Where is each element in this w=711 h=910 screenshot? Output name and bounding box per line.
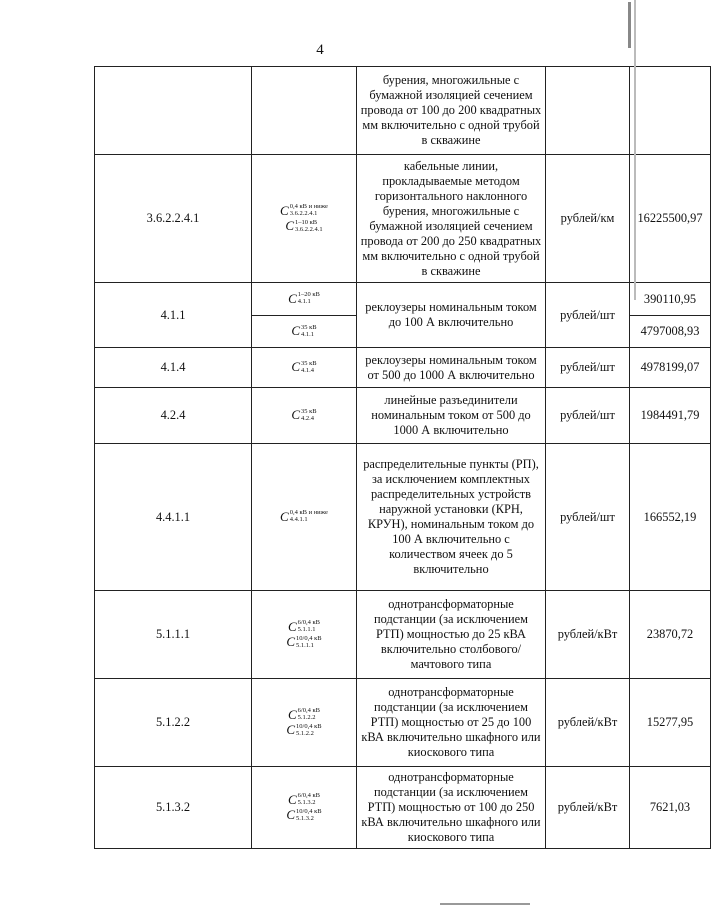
symbol-code: 4.1.1	[301, 330, 315, 338]
item-code: 4.1.4	[95, 348, 252, 388]
cost-symbol-cell	[252, 348, 357, 388]
cost-symbol-cell	[252, 67, 357, 155]
cost-symbol-cell	[252, 679, 357, 767]
table-row	[95, 283, 711, 316]
rate-value: 1984491,79	[630, 388, 711, 444]
cost-symbol	[288, 707, 320, 721]
item-description: кабельные линии, прокладываемые методом горизонтального наклонного бурения, многожильные с бумажной изоляцией сечением провода от 200 до 250 квадратных мм включительно с одной трубой в скважине	[357, 155, 546, 283]
voltage-class: 6/0,4 кВ	[297, 619, 320, 626]
cost-symbol-cell	[252, 283, 357, 316]
item-description: реклоузеры номинальным током от 500 до 1000 А включительно	[357, 348, 546, 388]
cost-symbol	[285, 219, 322, 233]
table-row	[95, 444, 711, 591]
rate-value: 15277,95	[630, 679, 711, 767]
cost-symbol-letter: C	[286, 722, 296, 737]
tariff-table	[94, 66, 711, 849]
table-row	[95, 679, 711, 767]
cost-symbol-letter: C	[288, 791, 297, 807]
rate-value: 166552,19	[630, 444, 711, 591]
voltage-class: 6/0,4 кВ	[297, 792, 320, 799]
item-code	[95, 67, 252, 155]
rate-value: 4797008,93	[630, 316, 711, 348]
cost-symbol	[291, 360, 316, 374]
symbol-code: 5.1.1.1	[297, 626, 316, 633]
table-row	[95, 67, 711, 155]
rate-value: 23870,72	[630, 591, 711, 679]
scan-artifact-edge	[634, 0, 636, 300]
voltage-class: 35 кВ	[301, 407, 317, 415]
cost-symbol-cell	[252, 767, 357, 849]
cost-symbol-indices	[298, 792, 320, 806]
unit-of-measure: рублей/кВт	[546, 591, 630, 679]
tariff-table-body	[95, 67, 711, 849]
symbol-code: 5.1.2.2	[297, 714, 316, 721]
voltage-class: 0,4 кВ и ниже	[289, 509, 328, 517]
cost-symbol	[291, 408, 316, 422]
unit-of-measure: рублей/шт	[546, 283, 630, 348]
item-description: линейные разъединители номинальным током от 500 до 1000 А включительно	[357, 388, 546, 444]
cost-symbol-indices	[296, 635, 322, 649]
cost-symbol-cell	[252, 591, 357, 679]
cost-symbol-letter: C	[288, 618, 297, 634]
cost-symbol-letter: C	[285, 218, 295, 233]
cost-symbol-letter: C	[286, 807, 296, 822]
item-code: 4.4.1.1	[95, 444, 252, 591]
cost-symbol	[286, 635, 321, 649]
table-row	[95, 348, 711, 388]
item-description: однотрансформаторные подстанции (за исключением РТП) мощностью до 25 кВА включительно столбового/мачтового типа	[357, 591, 546, 679]
cost-symbol-indices	[290, 203, 328, 217]
cost-symbol-indices	[298, 619, 320, 633]
table-row	[95, 155, 711, 283]
item-description: распределительные пункты (РП), за исключением комплектных распределительных устройств наружной установки (КРН, КРУН), номинальным током до 100 А включительно с количеством ячеек до 5 включительно	[357, 444, 546, 591]
voltage-class: 1–20 кВ	[297, 291, 320, 299]
cost-symbol-indices	[298, 291, 320, 305]
item-code: 5.1.3.2	[95, 767, 252, 849]
item-description: однотрансформаторные подстанции (за исключением РТП) мощностью от 25 до 100 кВА включительно шкафного или киоскового типа	[357, 679, 546, 767]
unit-of-measure: рублей/шт	[546, 348, 630, 388]
page-number: 4	[316, 42, 324, 58]
symbol-code: 4.1.4	[301, 366, 315, 374]
scan-artifact-bottom	[440, 903, 530, 905]
voltage-class: 1–10 кВ	[295, 218, 318, 226]
cost-symbol-letter: C	[288, 706, 297, 722]
unit-of-measure	[546, 67, 630, 155]
cost-symbol-letter: C	[286, 634, 296, 649]
cost-symbol-indices	[296, 723, 322, 737]
table-row	[95, 767, 711, 849]
cost-symbol-indices	[301, 408, 317, 422]
rate-value: 7621,03	[630, 767, 711, 849]
cost-symbol-indices	[301, 324, 317, 338]
symbol-code: 5.1.3.2	[296, 814, 314, 822]
cost-symbol-cell	[252, 155, 357, 283]
voltage-class: 0,4 кВ и ниже	[289, 203, 328, 210]
cost-symbol-letter: C	[280, 202, 289, 218]
scan-artifact-top	[628, 2, 631, 48]
rate-value: 16225500,97	[630, 155, 711, 283]
symbol-code: 5.1.1.1	[296, 641, 314, 649]
cost-symbol-cell	[252, 444, 357, 591]
symbol-code: 3.6.2.2.4.1	[289, 210, 318, 217]
cost-symbol	[286, 808, 321, 822]
item-description: однотрансформаторные подстанции (за исключением РТП) мощностью от 100 до 250 кВА включительно шкафного или киоскового типа	[357, 767, 546, 849]
item-description: бурения, многожильные с бумажной изоляцией сечением провода от 100 до 200 квадратных мм включительно с одной трубой в скважине	[357, 67, 546, 155]
voltage-class: 10/0,4 кВ	[296, 634, 322, 642]
unit-of-measure: рублей/шт	[546, 388, 630, 444]
cost-symbol-letter: C	[291, 407, 301, 423]
voltage-class: 6/0,4 кВ	[297, 707, 320, 714]
cost-symbol	[288, 291, 320, 305]
symbol-code: 3.6.2.2.4.1	[295, 225, 323, 233]
rate-value: 4978199,07	[630, 348, 711, 388]
symbol-code: 4.1.1	[297, 298, 311, 306]
cost-symbol-indices	[296, 808, 322, 822]
cost-symbol	[280, 509, 328, 523]
voltage-class: 10/0,4 кВ	[296, 807, 322, 815]
item-code: 4.2.4	[95, 388, 252, 444]
rate-value	[630, 67, 711, 155]
voltage-class: 35 кВ	[301, 323, 317, 331]
cost-symbol-indices	[290, 509, 328, 523]
table-row	[95, 388, 711, 444]
symbol-code: 5.1.3.2	[297, 799, 316, 806]
unit-of-measure: рублей/кВт	[546, 767, 630, 849]
cost-symbol-letter: C	[280, 508, 289, 524]
cost-symbol	[288, 792, 320, 806]
symbol-code: 4.4.1.1	[289, 516, 308, 524]
item-code: 5.1.1.1	[95, 591, 252, 679]
item-code: 5.1.2.2	[95, 679, 252, 767]
unit-of-measure: рублей/км	[546, 155, 630, 283]
cost-symbol-indices	[295, 219, 323, 233]
cost-symbol-letter: C	[291, 323, 301, 339]
symbol-code: 4.2.4	[301, 414, 315, 422]
cost-symbol-cell	[252, 388, 357, 444]
table-row	[95, 591, 711, 679]
voltage-class: 35 кВ	[301, 359, 317, 367]
item-code: 4.1.1	[95, 283, 252, 348]
cost-symbol-letter: C	[288, 290, 297, 306]
cost-symbol	[286, 723, 321, 737]
cost-symbol-indices	[301, 360, 317, 374]
cost-symbol	[280, 203, 328, 217]
symbol-code: 5.1.2.2	[296, 729, 314, 737]
rate-value: 390110,95	[630, 283, 711, 316]
item-code: 3.6.2.2.4.1	[95, 155, 252, 283]
cost-symbol-cell	[252, 316, 357, 348]
voltage-class: 10/0,4 кВ	[296, 722, 322, 730]
cost-symbol	[288, 619, 320, 633]
cost-symbol	[291, 324, 316, 338]
item-description: реклоузеры номинальным током до 100 А включительно	[357, 283, 546, 348]
cost-symbol-indices	[298, 707, 320, 721]
cost-symbol-letter: C	[291, 359, 301, 375]
unit-of-measure: рублей/кВт	[546, 679, 630, 767]
unit-of-measure: рублей/шт	[546, 444, 630, 591]
